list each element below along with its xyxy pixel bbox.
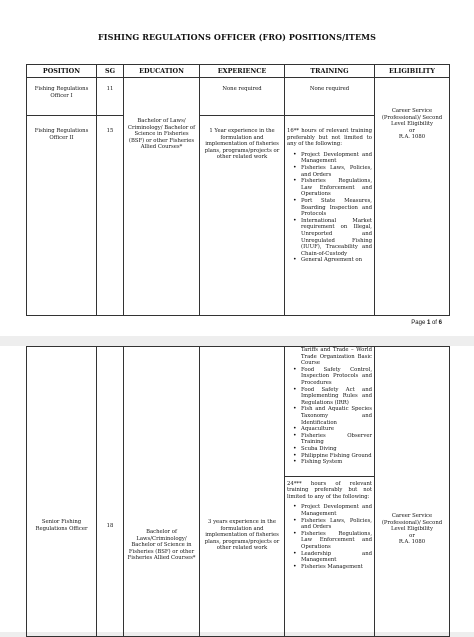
list-item: • Fisheries Management [301, 564, 372, 571]
header-experience: EXPERIENCE [200, 65, 285, 78]
list-item: • Fisheries Regulations, Law Enforcement and Operations [301, 178, 372, 198]
list-item: • Fishing System [301, 459, 372, 466]
position-cell: Fishing Regulations Officer I [27, 78, 97, 116]
document-title: FISHING REGULATIONS OFFICER (FRO) POSITIONS/ITEMS [97, 32, 377, 42]
header-sg: SG [97, 65, 124, 78]
sg-cell: 18 [97, 347, 124, 637]
document-page-2 [0, 346, 474, 632]
experience-cell: 1 Year experience in the formulation and implementation of fisheries plans, programs/projects or other related work [200, 116, 285, 316]
training-list [287, 504, 372, 570]
training-intro: 16** hours of relevant training preferably but not limited to any of the following: [287, 128, 372, 148]
education-cell: Bachelor of Laws/ Criminology/ Bachelor of Science in Fisheries (BSF) or other Fisheries Allied Courses* [124, 78, 200, 316]
list-item: • Aquaculture [301, 426, 372, 433]
position-cell: Senior Fishing Regulations Officer [27, 347, 97, 637]
sg-cell: 11 [97, 78, 124, 116]
positions-table-page-1 [26, 64, 450, 316]
training-list-continued [287, 347, 372, 466]
list-item: • Food Safety Act and Implementing Rules and Regulations (IRR) [301, 387, 372, 407]
list-item: • Fisheries Laws, Policies, and Orders [301, 165, 372, 178]
eligibility-cell [375, 347, 450, 637]
list-item: • Project Development and Management [301, 504, 372, 517]
training-cell: None required [285, 78, 375, 116]
eligibility-or: or [409, 127, 415, 134]
sg-cell: 15 [97, 116, 124, 316]
list-item: • Fisheries Laws, Policies, and Orders [301, 518, 372, 531]
eligibility-line-1: Career Service (Professional)/ Second Level Eligibility [381, 513, 443, 533]
table-header-row [27, 65, 450, 78]
list-item: • Philippine Fishing Ground [301, 453, 372, 460]
eligibility-line-2: R.A. 1080 [398, 539, 426, 546]
list-item: • Fisheries Regulations, Law Enforcement and Operations [301, 531, 372, 551]
list-item: • Port State Measures, Boarding Inspection and Protocols [301, 198, 372, 218]
eligibility-or: or [409, 532, 415, 539]
education-cell: Bachelor of Laws/Criminology/ Bachelor of Science in Fisheries (BSF) or other Fisheries Allied Courses* [124, 347, 200, 637]
eligibility-line-1: Career Service (Professional)/ Second Level Eligibility [381, 108, 443, 128]
header-position: POSITION [27, 65, 97, 78]
list-item: • Project Development and Management [301, 152, 372, 165]
position-cell: Fishing Regulations Officer II [27, 116, 97, 316]
training-cell [285, 116, 375, 316]
eligibility-cell [375, 78, 450, 316]
list-item: Tariffs and Trade – World Trade Organization Basic Course [301, 347, 372, 367]
list-item: • Scuba Diving [301, 446, 372, 453]
table-row [27, 78, 450, 116]
list-item: • International Market requirement on Illegal, Unreported and Unregulated Fishing (IUUF), Traceability and Chain-of-Custody [301, 218, 372, 258]
table-row [27, 347, 450, 637]
list-item: • Fisheries Observer Training [301, 433, 372, 446]
training-intro: 24*** hours of relevant training preferably but not limited to any of the following: [287, 480, 372, 500]
header-training: TRAINING [285, 65, 375, 78]
experience-cell: 3 years experience in the formulation and implementation of fisheries plans, programs/projects or other related work [200, 347, 285, 637]
page-number: Page 1 of 6 [411, 320, 442, 326]
list-item: • Leadership and Management [301, 551, 372, 564]
training-list [287, 152, 372, 264]
header-eligibility: ELIGIBILITY [375, 65, 450, 78]
header-education: EDUCATION [124, 65, 200, 78]
list-item: • Fish and Aquatic Species Taxonomy and Identification [301, 406, 372, 426]
experience-cell: None required [200, 78, 285, 116]
list-item: • General Agreement on [301, 257, 372, 264]
positions-table-page-2 [26, 346, 450, 637]
eligibility-line-2: R.A. 1080 [398, 134, 426, 141]
training-cell [285, 347, 375, 637]
list-item: • Food Safety Control, Inspection Protocols and Procedures [301, 367, 372, 387]
